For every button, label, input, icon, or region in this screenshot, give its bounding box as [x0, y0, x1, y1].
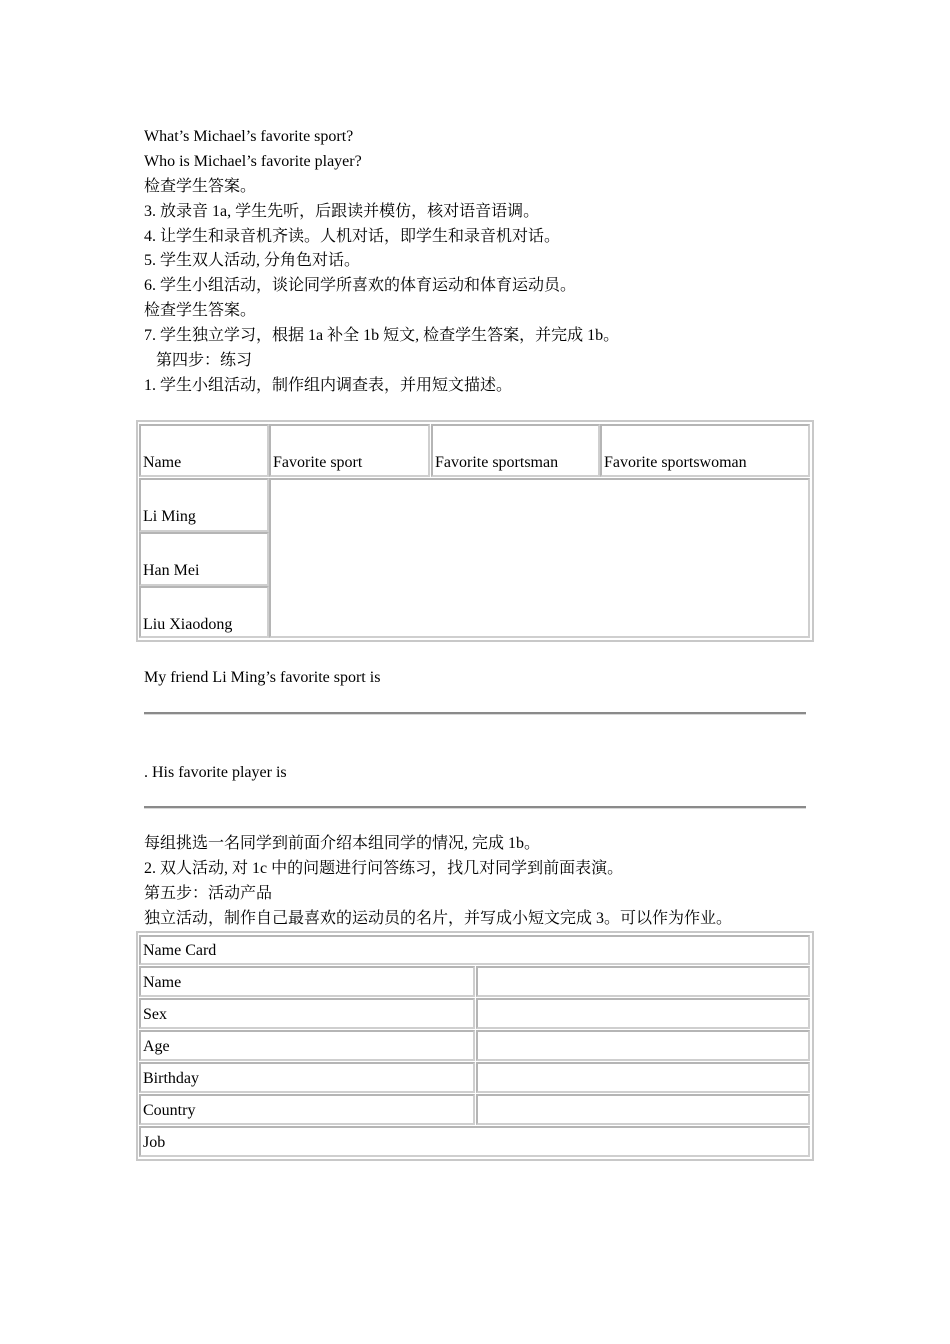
fill-in-sentence: My friend Li Ming’s favorite sport is: [144, 669, 381, 686]
step-heading: 第五步：活动产品: [144, 885, 273, 902]
table-row: [139, 532, 269, 586]
table-header-cell: [139, 424, 269, 477]
text-line: 5. 学生双人活动, 分角色对话。: [144, 252, 361, 269]
header-favorite-sportswoman: Favorite sportswoman: [604, 454, 747, 471]
student-name: Liu Xiaodong: [143, 616, 233, 633]
name-card-value-cell[interactable]: [476, 1062, 810, 1093]
text-line: 检查学生答案。: [144, 178, 257, 195]
name-card-label-cell: [139, 1062, 475, 1093]
table-answer-area[interactable]: [269, 478, 810, 638]
table-row: [139, 586, 269, 638]
text-line: 3. 放录音 1a, 学生先听，后跟读并模仿，核对语音语调。: [144, 203, 540, 220]
table-header-cell: [600, 424, 810, 477]
name-card-label-cell: [139, 998, 475, 1029]
text-line: 6. 学生小组活动，谈论同学所喜欢的体育运动和体育运动员。: [144, 277, 577, 294]
field-label-age: Age: [143, 1038, 170, 1055]
text-line: 2. 双人活动, 对 1c 中的问题进行问答练习，找几对同学到前面表演。: [144, 860, 624, 877]
name-card-value-cell[interactable]: [476, 998, 810, 1029]
step-heading: 第四步：练习: [144, 352, 253, 369]
name-card-job-row[interactable]: [139, 1126, 810, 1157]
field-label-job: Job: [143, 1134, 166, 1151]
name-card-label-cell: [139, 1094, 475, 1125]
text-line: 1. 学生小组活动，制作组内调查表，并用短文描述。: [144, 377, 513, 394]
field-label-country: Country: [143, 1102, 196, 1119]
text-line: Who is Michael’s favorite player?: [144, 153, 362, 170]
student-name: Han Mei: [143, 562, 200, 579]
name-card-title: Name Card: [143, 942, 217, 959]
text-line: 7. 学生独立学习，根据 1a 补全 1b 短文, 检查学生答案，并完成 1b。: [144, 327, 620, 344]
text-line: 独立活动，制作自己最喜欢的运动员的名片，并写成小短文完成 3。可以作为作业。: [144, 910, 733, 927]
name-card-title-row: [139, 935, 810, 965]
header-favorite-sport: Favorite sport: [273, 454, 363, 471]
name-card-value-cell[interactable]: [476, 1094, 810, 1125]
answer-line[interactable]: [144, 712, 806, 715]
text-line: 检查学生答案。: [144, 302, 257, 319]
text-line: 4. 让学生和录音机齐读。人机对话，即学生和录音机对话。: [144, 228, 561, 245]
header-name: Name: [143, 454, 182, 471]
field-label-sex: Sex: [143, 1006, 167, 1023]
table-header-cell: [269, 424, 430, 477]
name-card-label-cell: [139, 1030, 475, 1061]
header-favorite-sportsman: Favorite sportsman: [435, 454, 559, 471]
table-row: [139, 478, 269, 532]
fill-in-sentence: . His favorite player is: [144, 764, 287, 781]
field-label-name: Name: [143, 974, 182, 991]
name-card-value-cell[interactable]: [476, 1030, 810, 1061]
answer-line[interactable]: [144, 806, 806, 809]
text-line: 每组挑选一名同学到前面介绍本组同学的情况, 完成 1b。: [144, 835, 541, 852]
name-card-value-cell[interactable]: [476, 966, 810, 997]
field-label-birthday: Birthday: [143, 1070, 199, 1087]
table-header-cell: [431, 424, 600, 477]
text-line: What’s Michael’s favorite sport?: [144, 128, 354, 145]
name-card-label-cell: [139, 966, 475, 997]
student-name: Li Ming: [143, 508, 196, 525]
